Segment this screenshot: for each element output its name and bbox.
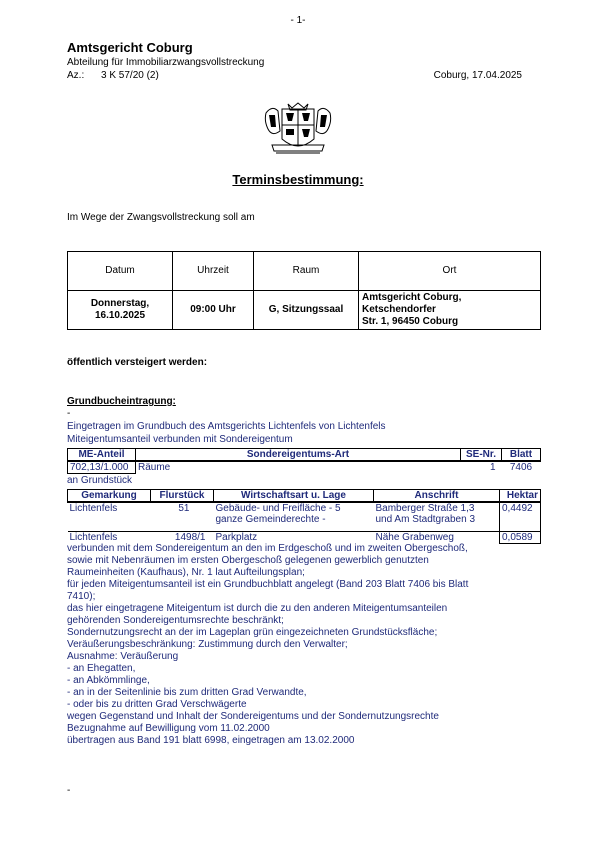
me-header-anteil: ME-Anteil [68,449,136,462]
plot-anschrift [374,502,500,532]
header-ort: Ort [359,252,541,291]
plot-row [68,532,541,544]
text-line: Veräußerungsbeschränkung: Zustimmung durch den Verwalter; [67,639,348,650]
text-line: - oder bis zu dritten Grad Verschwägerte [67,699,247,710]
plot-flurstueck: 51 [178,503,190,514]
plot-table [67,489,541,544]
plot-art-line-2: ganze Gemeinderechte - [215,514,326,525]
grundbuch-text-block [67,543,468,747]
plot-gemarkung: Lichtenfels [68,532,151,544]
grundbuch-dash: - [67,408,71,419]
schedule-header-row [68,252,541,291]
me-table [67,448,541,474]
court-name: Amtsgericht Coburg [67,40,193,55]
text-line: wegen Gegenstand und Inhalt der Sondereigentums und der Sondernutzungsrechte [67,711,439,722]
text-line: verbunden mit dem Sondereigentum an den im Erdgeschoß und im zweiten Obergeschoß, [67,543,468,554]
az-value: 3 K 57/20 (2) [101,70,159,81]
me-blatt: 7406 [509,462,533,473]
plot-header-gemarkung: Gemarkung [68,490,151,503]
text-line: sowie mit Nebenräumen im ersten Obergeschoß gelegenen gewerblich genutzten [67,555,429,566]
me-art: Räume [138,462,171,473]
page-number: - 1- [290,15,306,26]
plot-header-anschrift: Anschrift [374,490,500,503]
outcome-text: öffentlich versteigert werden: [67,357,208,368]
plot-anschrift-line-2: und Am Stadtgraben 3 [375,514,476,525]
department: Abteilung für Immobiliarzwangsvollstreckung [67,57,265,68]
place-line-2: Str. 1, 96450 Coburg [362,316,459,327]
me-header-se-nr: SE-Nr. [461,449,502,462]
header-raum: Raum [254,252,359,291]
me-data-row [68,461,541,474]
plot-anschrift: Nähe Grabenweg [374,532,500,544]
text-line: - an Ehegatten, [67,663,136,674]
text-line: für jeden Miteigentumsanteil ist ein Grundbuchblatt angelegt (Band 203 Blatt 7406 bis Blatt [67,579,469,590]
header-uhrzeit: Uhrzeit [173,252,254,291]
cell-room: G, Sitzungssaal [254,291,359,330]
plot-hektar: 0,0589 [500,532,541,544]
me-header-art: Sondereigentums-Art [136,449,461,462]
plot-row [68,502,541,532]
text-line: - an Abkömmlinge, [67,675,150,686]
text-line: gehörenden Sondereigentumsrechte beschränkt; [67,615,284,626]
plot-art: Parkplatz [214,532,374,544]
plot-header-art: Wirtschaftsart u. Lage [214,490,374,503]
grundbuch-heading: Grundbucheintragung: [67,396,176,407]
date-value: 16.10.2025 [94,310,146,321]
schedule-table [67,251,541,330]
az-label: Az.: [67,70,85,81]
text-line: Raumeinheiten (Kaufhaus), Nr. 1 laut Aufteilungsplan; [67,567,305,578]
text-line: das hier eingetragene Miteigentum ist durch die zu den anderen Miteigentumsanteilen [67,603,448,614]
intro-text: Im Wege der Zwangsvollstreckung soll am [67,212,255,223]
text-line: - an in der Seitenlinie bis zum dritten Grad Verwandte, [67,687,307,698]
grundbuch-line-1: Eingetragen im Grundbuch des Amtsgerichts Lichtenfels von Lichtenfels [67,421,386,432]
text-line: Sondernutzungsrecht an der im Lageplan grün eingezeichneten Grundstücksfläche; [67,627,438,638]
plot-header-hektar: Hektar [500,490,541,503]
plot-flurstueck: 1498/1 [151,532,214,544]
plot-header-row [68,490,541,503]
document-title: Terminsbestimmung: [232,172,364,187]
me-se-nr: 1 [489,462,496,473]
place-date: Coburg, 17.04.2025 [433,70,522,81]
bavarian-coat-of-arms-icon [262,101,334,159]
plot-hektar: 0,4492 [500,502,541,532]
plot-gemarkung: Lichtenfels [69,503,118,514]
plot-art-line-1: Gebäude- und Freifläche - 5 [215,503,341,514]
plot-header-flurstueck: Flurstück [151,490,214,503]
plot-anschrift-line-1: Bamberger Straße 1,3 [375,503,475,514]
text-line: 7410); [67,591,96,602]
me-anteil: 702,13/1.000 [68,461,136,474]
schedule-data-row [68,291,541,330]
text-line: übertragen aus Band 191 blatt 6998, eingetragen am 13.02.2000 [67,735,355,746]
place-line-1: Amtsgericht Coburg, Ketschendorfer [362,292,462,315]
cell-place [359,291,541,330]
cell-date [68,291,173,330]
grundbuch-line-2: Miteigentumsanteil verbunden mit Sondereigentum [67,434,293,445]
me-header-row [68,449,541,462]
date-weekday: Donnerstag, [90,298,150,309]
text-line: Ausnahme: Veräußerung [67,651,179,662]
cell-time: 09:00 Uhr [173,291,254,330]
end-dash: - [67,785,71,796]
text-line: Bezugnahme auf Bewilligung vom 11.02.2000 [67,723,270,734]
me-header-blatt: Blatt [502,449,541,462]
plot-art [214,502,374,532]
an-grundstueck: an Grundstück [67,475,133,486]
header-datum: Datum [68,252,173,291]
